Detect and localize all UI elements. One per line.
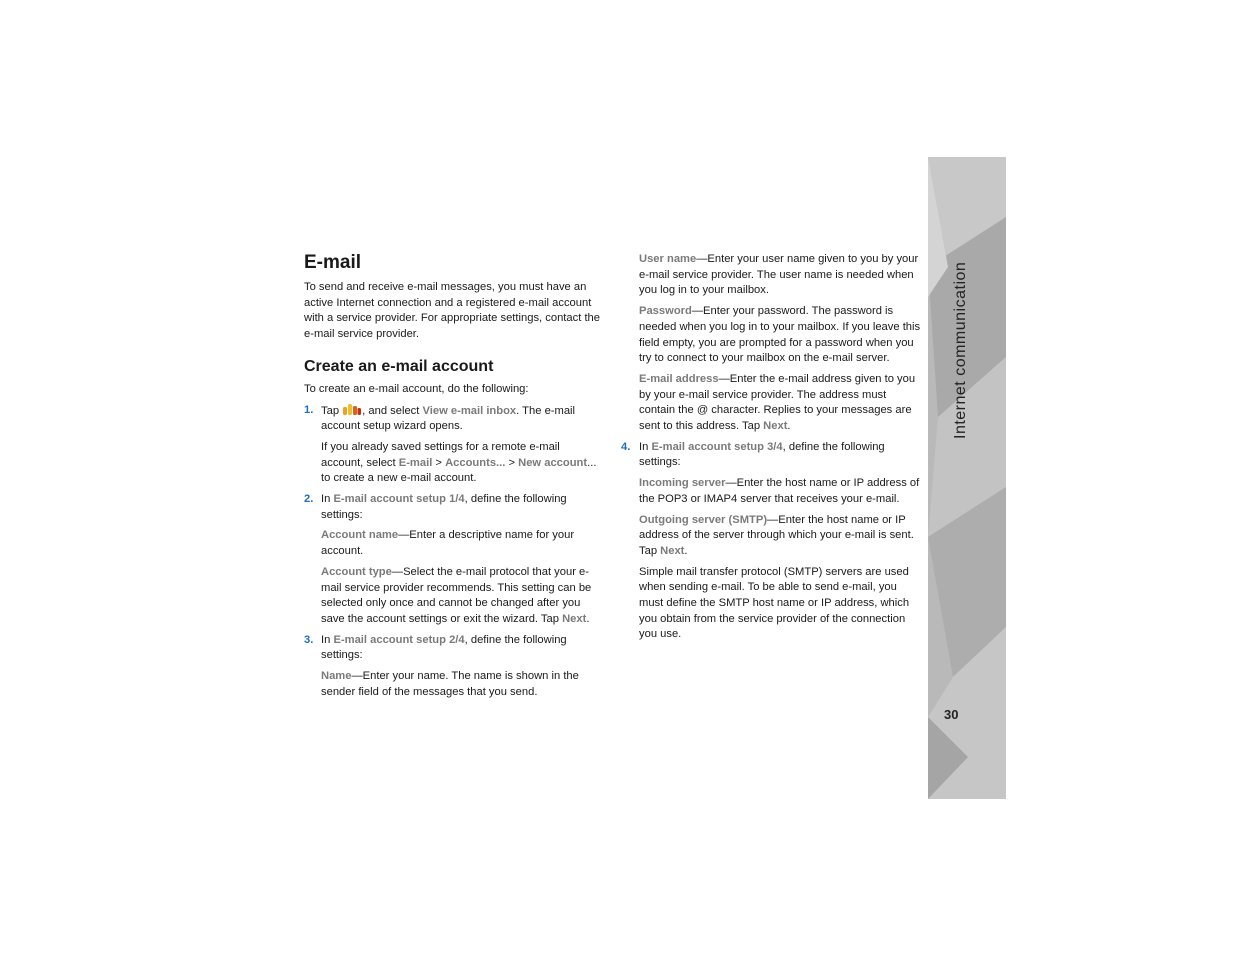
separator: > [432, 456, 446, 469]
left-column [304, 252, 604, 705]
menu-applications-icon [342, 403, 362, 416]
setting-desc: —Enter a descriptive name for your account. [321, 529, 575, 558]
incoming-server-setting [621, 476, 921, 507]
step-number: 1. [304, 403, 314, 416]
name-setting [304, 669, 604, 700]
note-text: If you already saved settings for a remote e-mail account, select [321, 440, 560, 469]
step-text: In [639, 440, 652, 453]
setting-name: Outgoing server (SMTP) [639, 513, 768, 526]
next-option: Next [660, 544, 685, 557]
setting-desc: —Select the e-mail protocol that your e-mail service provider recommends. This setting can be selected only once and cannot be changed after you save the account settings or exit the wizard. Tap [321, 565, 592, 625]
next-option: Next [763, 420, 788, 433]
step-1-note [304, 440, 604, 487]
section-title: Create an e-mail account [304, 357, 494, 375]
email-option: E-mail [398, 456, 433, 469]
chapter-side-tab [928, 157, 1006, 799]
lead-paragraph: To create an e-mail account, do the following: [304, 382, 529, 395]
step-text: In [321, 633, 334, 646]
step-text: , and select [362, 404, 423, 417]
new-account-option: New account [518, 456, 588, 469]
account-type-setting [304, 565, 604, 628]
step-3 [304, 633, 604, 664]
step-text: , define the following settings: [321, 633, 567, 662]
chapter-title: Internet communication [952, 261, 969, 439]
setting-name: Account type [321, 565, 392, 578]
smtp-note: Simple mail transfer protocol (SMTP) servers are used when sending e-mail. To be able to send e-mail, you must define the SMTP host name or IP address, which you obtain from the service provider of the connection you use. [639, 565, 910, 641]
accounts-option: Accounts... [445, 456, 506, 469]
step-1 [304, 403, 604, 435]
setting-desc: —Enter the e-mail address given to you by your e-mail service provider. The address must contain the @ character. Replies to your messages are sent to this address. Tap [639, 372, 916, 433]
right-column [621, 252, 921, 648]
setup-3-4-label: E-mail account setup 3/4 [651, 440, 783, 453]
step-text: , define the following settings: [639, 440, 885, 469]
step-text: , define the following settings: [321, 493, 567, 521]
setting-name: Password [639, 305, 692, 318]
intro-paragraph: To send and receive e-mail messages, you must have an active Internet connection and a registered e-mail account with a service provider. For appropriate settings, contact the e-mail service provider. [304, 281, 600, 341]
page-number: 30 [944, 707, 959, 722]
step-number: 2. [304, 493, 314, 506]
page-title: E-mail [304, 252, 362, 273]
account-name-setting [304, 528, 604, 559]
outgoing-server-setting [621, 513, 921, 560]
step-text: Tap [321, 404, 343, 417]
setting-desc: —Enter your name. The name is shown in the sender field of the messages that you send. [321, 670, 579, 698]
setting-name: E-mail address [639, 372, 719, 385]
setup-1-4-label: E-mail account setup 1/4 [333, 493, 465, 506]
step-4 [621, 440, 921, 471]
email-address-setting [621, 372, 921, 435]
view-inbox-option: View e-mail inbox [422, 404, 517, 417]
setting-desc: —Enter your password. The password is needed when you log in to your mailbox. If you leave this field empty, you are prompted for a password when you try to connect to your mailbox on the e-mail server. [639, 305, 921, 365]
setting-name: Name [321, 670, 352, 683]
separator: > [505, 456, 519, 469]
punct: . [586, 612, 590, 625]
next-option: Next [562, 612, 587, 625]
punct: . [684, 544, 688, 557]
punct: . [787, 420, 791, 433]
user-name-setting [621, 252, 921, 299]
setup-2-4-label: E-mail account setup 2/4 [333, 633, 465, 646]
setting-desc: —Enter the host name or IP address of the POP3 or IMAP4 server that receives your e-mail. [639, 477, 920, 505]
setting-name: Incoming server [639, 477, 726, 490]
step-2 [304, 492, 604, 523]
setting-name: Account name [321, 529, 399, 542]
note-text: ... to create a new e-mail account. [321, 456, 597, 485]
setting-desc: —Enter your user name given to you by your e-mail service provider. The user name is needed when you log in to your mailbox. [639, 253, 919, 297]
step-number: 4. [621, 440, 631, 453]
password-setting [621, 304, 921, 367]
step-number: 3. [304, 633, 314, 646]
step-text: . The e-mail account setup wizard opens. [321, 404, 576, 433]
setting-desc: —Enter the host name or IP address of the server through which your e-mail is sent. Tap [639, 513, 914, 557]
setting-name: User name [639, 253, 697, 265]
step-text: In [321, 493, 334, 506]
